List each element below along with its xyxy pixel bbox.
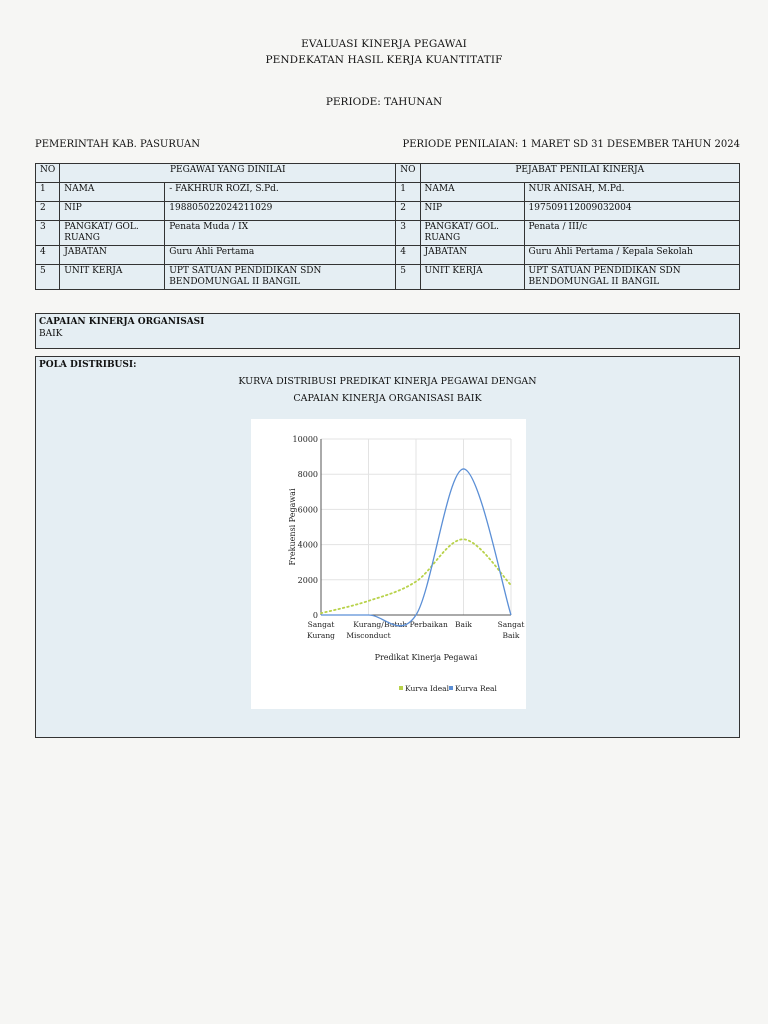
- pegawai-value: - FAKHRUR ROZI, S.Pd.: [165, 183, 396, 202]
- chart-title: [36, 373, 739, 407]
- periode-penilaian: PERIODE PENILAIAN: 1 MARET SD 31 DESEMBER TAHUN 2024: [402, 139, 740, 150]
- capaian-title: CAPAIAN KINERJA ORGANISASI: [39, 317, 205, 327]
- y-tick-label: 4000: [297, 540, 318, 550]
- header-subtitle: PENDEKATAN HASIL KERJA KUANTITATIF: [265, 54, 503, 66]
- row-label-2: PANGKAT/ GOL. RUANG: [420, 221, 524, 246]
- pegawai-value: Guru Ahli Pertama: [165, 246, 396, 265]
- row-label-2: NIP: [420, 202, 524, 221]
- row-no: 1: [36, 183, 60, 202]
- row-label: NIP: [60, 202, 165, 221]
- row-label-2: JABATAN: [420, 246, 524, 265]
- pegawai-value: UPT SATUAN PENDIDIKAN SDN BENDOMUNGAL II BANGIL: [165, 265, 396, 290]
- chart-title-line-1: KURVA DISTRIBUSI PREDIKAT KINERJA PEGAWAI DENGAN: [238, 376, 537, 387]
- y-tick-label: 10000: [292, 435, 318, 444]
- legend-label-kurva-ideal: Kurva Ideal: [405, 684, 450, 693]
- row-label-2: UNIT KERJA: [420, 265, 524, 290]
- capaian-value: BAIK: [39, 329, 63, 339]
- pejabat-value: Guru Ahli Pertama / Kepala Sekolah: [524, 246, 739, 265]
- pegawai-value: Penata Muda / IX: [165, 221, 396, 246]
- y-axis-label: Frekuensi Pegawai: [288, 488, 297, 566]
- x-tick-label: Kurang: [307, 631, 335, 640]
- pejabat-value: 197509112009032004: [524, 202, 739, 221]
- chart-title-line-2: CAPAIAN KINERJA ORGANISASI BAIK: [293, 393, 482, 404]
- legend-swatch-kurva-ideal: [399, 686, 403, 690]
- document-header: [0, 36, 768, 68]
- row-label: NAMA: [60, 183, 165, 202]
- info-row: [35, 139, 740, 150]
- hdr-no-2: NO: [396, 164, 420, 183]
- x-tick-label: Misconduct: [346, 631, 391, 640]
- capaian-section: [35, 313, 740, 349]
- x-tick-label: Baik: [502, 631, 520, 640]
- pola-section: [35, 356, 740, 738]
- pola-title: POLA DISTRIBUSI:: [39, 360, 137, 370]
- table-row: [36, 265, 740, 290]
- row-label-2: NAMA: [420, 183, 524, 202]
- x-tick-label: Sangat: [497, 620, 525, 629]
- x-tick-label: Sangat: [307, 620, 335, 629]
- hdr-pejabat: PEJABAT PENILAI KINERJA: [420, 164, 739, 183]
- pejabat-value: Penata / III/c: [524, 221, 739, 246]
- y-tick-label: 0: [312, 611, 318, 620]
- x-tick-label: Kurang/: [353, 620, 384, 629]
- chart-container: [251, 419, 526, 709]
- y-tick-label: 2000: [297, 575, 318, 585]
- y-tick-label: 6000: [297, 505, 318, 515]
- row-no-2: 4: [396, 246, 420, 265]
- legend-swatch-kurva-real: [449, 686, 453, 690]
- row-label: UNIT KERJA: [60, 265, 165, 290]
- pegawai-value: 198805022024211029: [165, 202, 396, 221]
- y-tick-label: 8000: [297, 470, 318, 480]
- row-no: 5: [36, 265, 60, 290]
- header-title: EVALUASI KINERJA PEGAWAI: [301, 38, 467, 50]
- hdr-no: NO: [36, 164, 60, 183]
- hdr-pegawai: PEGAWAI YANG DINILAI: [60, 164, 396, 183]
- identity-table: [35, 163, 740, 290]
- table-row: [36, 246, 740, 265]
- table-row: [36, 183, 740, 202]
- table-header-row: [36, 164, 740, 183]
- table-row: [36, 221, 740, 246]
- periode-label: PERIODE: TAHUNAN: [325, 96, 443, 108]
- row-no-2: 2: [396, 202, 420, 221]
- row-no-2: 1: [396, 183, 420, 202]
- row-no: 3: [36, 221, 60, 246]
- distribution-chart: [251, 419, 526, 709]
- pemerintah-label: PEMERINTAH KAB. PASURUAN: [35, 139, 200, 150]
- table-row: [36, 202, 740, 221]
- x-tick-label: Baik: [455, 620, 472, 629]
- pejabat-value: NUR ANISAH, M.Pd.: [524, 183, 739, 202]
- row-no: 2: [36, 202, 60, 221]
- row-no: 4: [36, 246, 60, 265]
- x-axis-label: Predikat Kinerja Pegawai: [374, 653, 478, 662]
- pejabat-value: UPT SATUAN PENDIDIKAN SDN BENDOMUNGAL II BANGIL: [524, 265, 739, 290]
- x-tick-label: Butuh Perbaikan: [384, 620, 448, 629]
- row-label: JABATAN: [60, 246, 165, 265]
- row-no-2: 3: [396, 221, 420, 246]
- row-no-2: 5: [396, 265, 420, 290]
- row-label: PANGKAT/ GOL. RUANG: [60, 221, 165, 246]
- legend-label-kurva-real: Kurva Real: [455, 684, 497, 693]
